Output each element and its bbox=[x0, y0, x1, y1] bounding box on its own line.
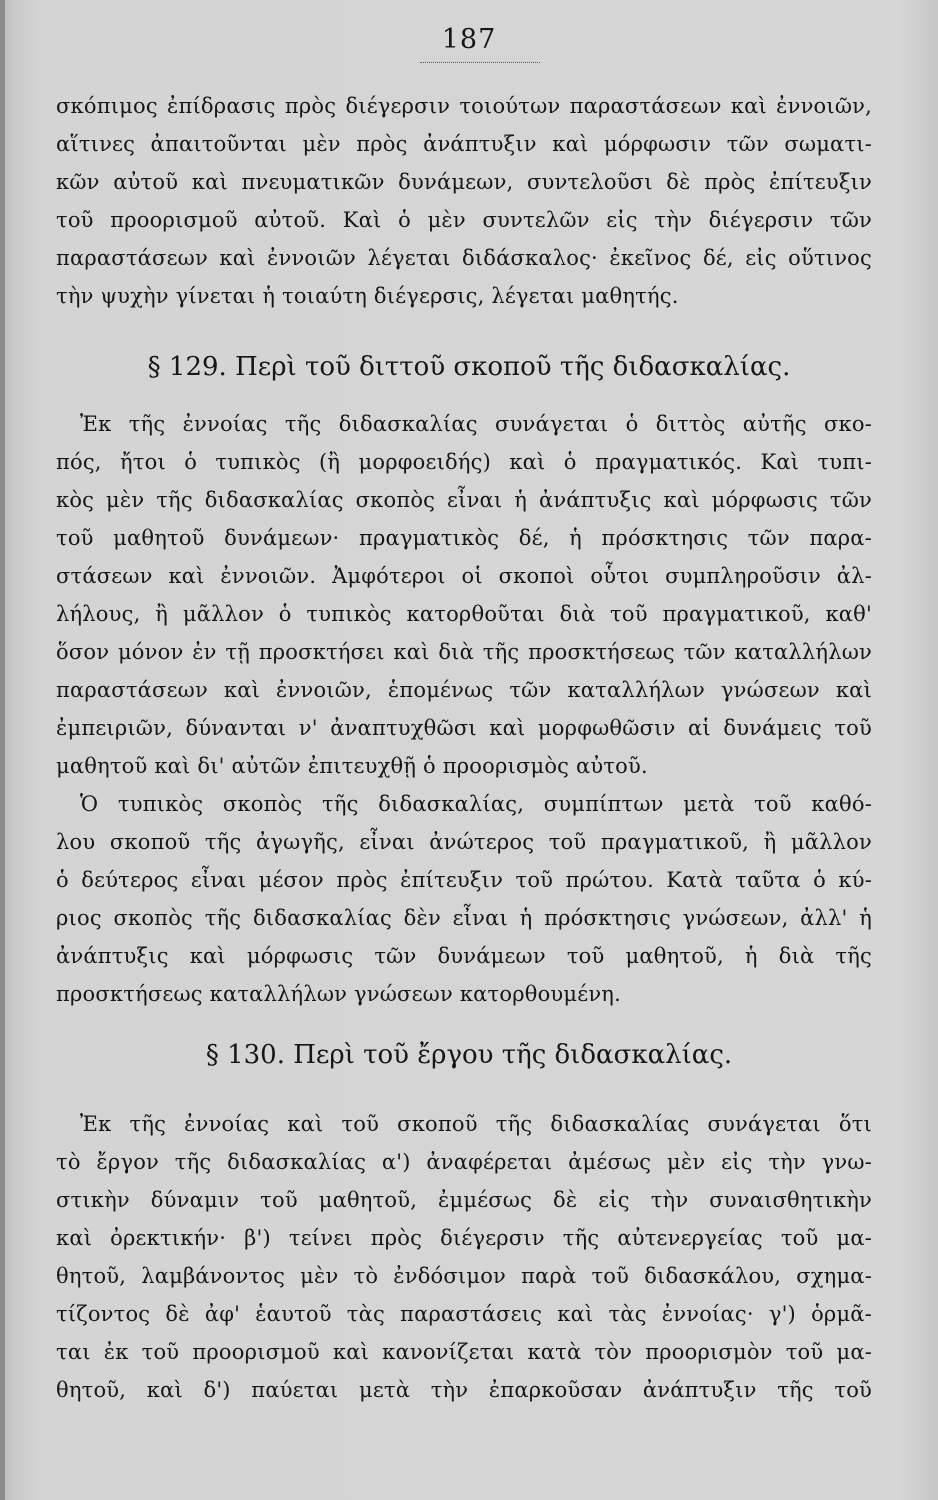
text-line: Ὁ τυπικὸς σκοπὸς τῆς διδασκαλίας, συμπίπτων μετὰ τοῦ καθό- bbox=[80, 792, 872, 816]
text-line: θητοῦ, καὶ δ') παύεται μετὰ τὴν ἐπαρκοῦσαν ἀνάπτυξιν τῆς τοῦ bbox=[56, 1378, 872, 1402]
text-line: τίζοντος δὲ ἀφ' ἑαυτοῦ τὰς παραστάσεις καὶ τὰς ἐννοίας· γ') ὁρμᾶ- bbox=[56, 1302, 872, 1326]
text-line: τοῦ προορισμοῦ αὐτοῦ. Καὶ ὁ μὲν συντελῶν εἰς τὴν διέγερσιν τῶν bbox=[56, 208, 872, 232]
text-line: θητοῦ, λαμβάνοντος μὲν τὸ ἐνδόσιμον παρὰ τοῦ διδασκάλου, σχημα- bbox=[56, 1264, 872, 1288]
text-line: τὸ ἔργον τῆς διδασκαλίας α') ἀναφέρεται ἀμέσως μὲν εἰς τὴν γνω- bbox=[56, 1150, 872, 1174]
text-line: καὶ ὀρεκτικήν· β') τείνει πρὸς διέγερσιν τῆς αὐτενεργείας τοῦ μα- bbox=[56, 1226, 872, 1250]
text-line: Ἐκ τῆς ἐννοίας καὶ τοῦ σκοποῦ τῆς διδασκαλίας συνάγεται ὅτι bbox=[80, 1112, 872, 1136]
text-line: Ἐκ τῆς ἐννοίας τῆς διδασκαλίας συνάγεται ὁ διττὸς αὐτῆς σκο- bbox=[80, 412, 872, 436]
text-line: κῶν αὐτοῦ καὶ πνευματικῶν δυνάμεων, συντελοῦσι δὲ πρὸς ἐπίτευξιν bbox=[56, 170, 872, 194]
text-line: ἐμπειριῶν, δύνανται ν' ἀναπτυχθῶσι καὶ μορφωθῶσιν αἱ δυνάμεις τοῦ bbox=[56, 716, 872, 740]
text-line: ὅσον μόνον ἐν τῇ προσκτήσει καὶ διὰ τῆς προσκτήσεως τῶν καταλλήλων bbox=[56, 640, 872, 664]
text-line: πός, ἤτοι ὁ τυπικὸς (ἢ μορφοειδής) καὶ ὁ πραγματικός. Καὶ τυπι- bbox=[56, 450, 872, 474]
page-left-edge bbox=[0, 0, 5, 1500]
text-line: τὴν ψυχὴν γίνεται ἡ τοιαύτη διέγερσις, λέγεται μαθητής. bbox=[56, 284, 679, 308]
page-number: 187 bbox=[441, 24, 497, 55]
text-line: σκόπιμος ἐπίδρασις πρὸς διέγερσιν τοιούτων παραστάσεων καὶ ἐννοιῶν, bbox=[56, 94, 872, 118]
text-line: στικὴν δύναμιν τοῦ μαθητοῦ, ἐμμέσως δὲ εἰς τὴν συναισθητικὴν bbox=[56, 1188, 872, 1212]
text-line: παραστάσεων καὶ ἐννοιῶν λέγεται διδάσκαλος· ἐκεῖνος δέ, εἰς οὕτινος bbox=[56, 246, 872, 270]
text-line: λου σκοποῦ τῆς ἀγωγῆς, εἶναι ἀνώτερος τοῦ πραγματικοῦ, ἢ μᾶλλον bbox=[56, 830, 872, 854]
text-line: ριος σκοπὸς τῆς διδασκαλίας δὲν εἶναι ἡ πρόσκτησις γνώσεων, ἀλλ' ἡ bbox=[56, 906, 872, 930]
text-line: ἀνάπτυξις καὶ μόρφωσις τῶν δυνάμεων τοῦ μαθητοῦ, ἡ διὰ τῆς bbox=[56, 944, 872, 968]
text-line: ται ἐκ τοῦ προορισμοῦ καὶ κανονίζεται κατὰ τὸν προορισμὸν τοῦ μα- bbox=[56, 1340, 872, 1364]
section-heading-129: § 129. Περὶ τοῦ διττοῦ σκοποῦ τῆς διδασκαλίας. bbox=[147, 352, 791, 382]
text-line: στάσεων καὶ ἐννοιῶν. Ἀμφότεροι οἱ σκοποὶ οὗτοι συμπληροῦσιν ἀλ- bbox=[56, 564, 872, 588]
text-line: λήλους, ἢ μᾶλλον ὁ τυπικὸς κατορθοῦται διὰ τοῦ πραγματικοῦ, καθ' bbox=[56, 602, 872, 626]
text-line: κὸς μὲν τῆς διδασκαλίας σκοπὸς εἶναι ἡ ἀνάπτυξις καὶ μόρφωσις τῶν bbox=[56, 488, 872, 512]
text-line: τοῦ μαθητοῦ δυνάμεων· πραγματικὸς δέ, ἡ πρόσκτησις τῶν παρα- bbox=[56, 526, 872, 550]
section-heading-130: § 130. Περὶ τοῦ ἔργου τῆς διδασκαλίας. bbox=[205, 1040, 733, 1070]
text-line: ὁ δεύτερος εἶναι μέσον πρὸς ἐπίτευξιν τοῦ πρώτου. Κατὰ ταῦτα ὁ κύ- bbox=[56, 868, 872, 892]
text-line: παραστάσεων καὶ ἐννοιῶν, ἑπομένως τῶν καταλλήλων γνώσεων καὶ bbox=[56, 678, 872, 702]
text-line: μαθητοῦ καὶ δι' αὐτῶν ἐπιτευχθῇ ὁ προορισμὸς αὐτοῦ. bbox=[56, 754, 648, 778]
text-line: προσκτήσεως καταλλήλων γνώσεων κατορθουμένη. bbox=[56, 982, 621, 1006]
text-line: αἵτινες ἀπαιτοῦνται μὲν πρὸς ἀνάπτυξιν καὶ μόρφωσιν τῶν σωματι- bbox=[56, 132, 872, 156]
header-rule bbox=[420, 62, 540, 63]
